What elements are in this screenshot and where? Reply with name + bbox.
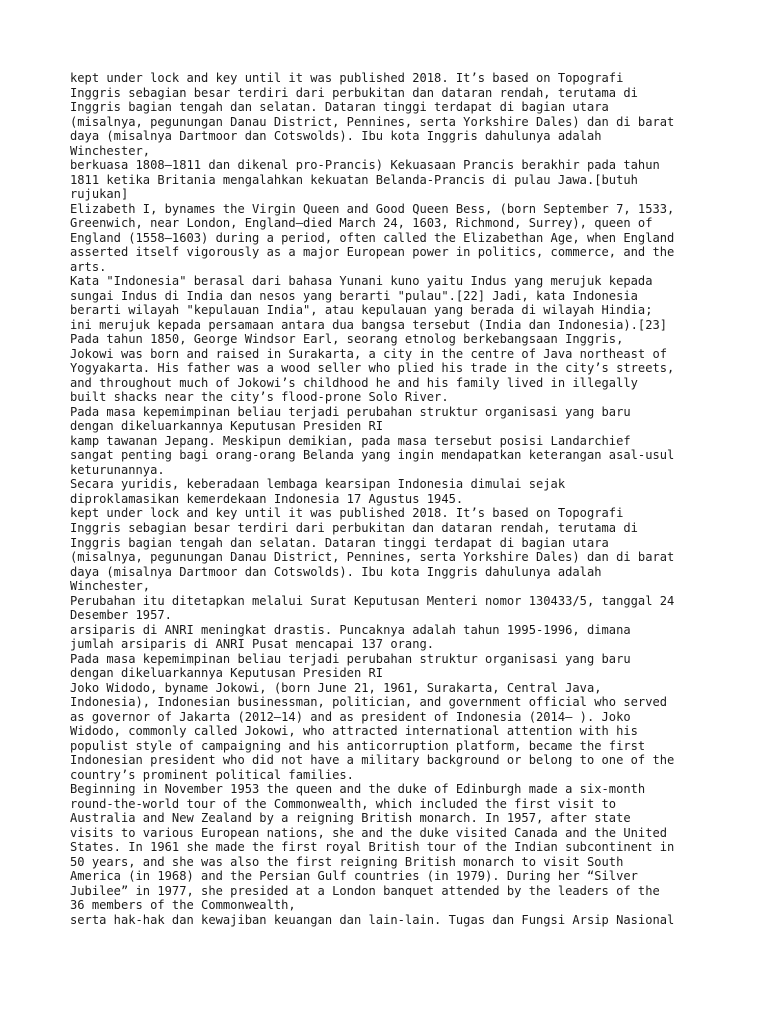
text-line: keturunannya. [70, 462, 165, 477]
text-line: sungai Indus di India dan nesos yang berarti "pulau".[22] Jadi, kata Indonesia [70, 288, 638, 303]
text-line: as governor of Jakarta (2012–14) and as president of Indonesia (2014– ). Joko [70, 709, 631, 724]
text-line: America (in 1968) and the Persian Gulf countries (in 1979). During her “Silver [70, 869, 638, 884]
text-line: built shacks near the city’s flood-prone Solo River. [70, 390, 449, 405]
text-line: berarti wilayah "kepulauan India", atau kepulauan yang berada di wilayah Hindia; [70, 303, 653, 318]
text-line: Joko Widodo, byname Jokowi, (born June 21, 1961, Surakarta, Central Java, [70, 680, 602, 695]
text-line: Perubahan itu ditetapkan melalui Surat Keputusan Menteri nomor 130433/5, tanggal 24 [70, 593, 675, 608]
document-body-text [70, 71, 710, 927]
text-line: dengan dikeluarkannya Keputusan Presiden RI [70, 666, 384, 681]
text-line: kamp tawanan Jepang. Meskipun demikian, pada masa tersebut posisi Landarchief [70, 433, 631, 448]
text-line: dengan dikeluarkannya Keputusan Presiden RI [70, 419, 384, 434]
text-line: daya (misalnya Dartmoor dan Cotswolds). Ibu kota Inggris dahulunya adalah [70, 564, 602, 579]
text-line: daya (misalnya Dartmoor dan Cotswolds). Ibu kota Inggris dahulunya adalah [70, 129, 602, 144]
text-line: 50 years, and she was also the first reigning British monarch to visit South [70, 854, 624, 869]
text-line: (misalnya, pegunungan Danau District, Pennines, serta Yorkshire Dales) dan di barat [70, 550, 675, 565]
text-line: kept under lock and key until it was published 2018. It’s based on Topografi [70, 506, 624, 521]
text-line: 1811 ketika Britania mengalahkan kekuatan Belanda-Prancis di pulau Jawa.[butuh [70, 172, 638, 187]
text-line: Secara yuridis, keberadaan lembaga kearsipan Indonesia dimulai sejak [70, 477, 566, 492]
text-line: and throughout much of Jokowi’s childhood he and his family lived in illegally [70, 375, 638, 390]
text-line: populist style of campaigning and his anticorruption platform, became the first [70, 738, 646, 753]
text-line: Australia and New Zealand by a reigning British monarch. In 1957, after state [70, 811, 631, 826]
text-line: Inggris bagian tengah dan selatan. Dataran tinggi terdapat di bagian utara [70, 100, 609, 115]
text-line: England (1558–1603) during a period, often called the Elizabethan Age, when England [70, 230, 675, 245]
text-line: ini merujuk kepada persamaan antara dua bangsa tersebut (India dan Indonesia).[23] [70, 317, 668, 332]
text-line: Beginning in November 1953 the queen and the duke of Edinburgh made a six-month [70, 782, 646, 797]
text-line: Kata "Indonesia" berasal dari bahasa Yunani kuno yaitu Indus yang merujuk kepada [70, 274, 653, 289]
text-line: berkuasa 1808–1811 dan dikenal pro-Prancis) Kekuasaan Prancis berakhir pada tahun [70, 158, 660, 173]
text-line: Inggris sebagian besar terdiri dari perbukitan dan dataran rendah, terutama di [70, 85, 638, 100]
text-line: Winchester, [70, 579, 151, 594]
text-line: asserted itself vigorously as a major European power in politics, commerce, and the [70, 245, 675, 260]
text-line: Pada masa kepemimpinan beliau terjadi perubahan struktur organisasi yang baru [70, 404, 631, 419]
text-line: jumlah arsiparis di ANRI Pusat mencapai 137 orang. [70, 637, 435, 652]
text-line: Pada masa kepemimpinan beliau terjadi perubahan struktur organisasi yang baru [70, 651, 631, 666]
text-line: Yogyakarta. His father was a wood seller who plied his trade in the city’s streets, [70, 361, 675, 376]
text-line: rujukan] [70, 187, 129, 202]
text-line: Desember 1957. [70, 608, 172, 623]
text-line: Inggris bagian tengah dan selatan. Dataran tinggi terdapat di bagian utara [70, 535, 609, 550]
text-line: diproklamasikan kemerdekaan Indonesia 17 Agustus 1945. [70, 491, 464, 506]
text-line: round-the-world tour of the Commonwealth, which included the first visit to [70, 796, 617, 811]
text-line: Pada tahun 1850, George Windsor Earl, seorang etnolog berkebangsaan Inggris, [70, 332, 624, 347]
text-line: Inggris sebagian besar terdiri dari perbukitan dan dataran rendah, terutama di [70, 520, 638, 535]
text-line: Greenwich, near London, England—died March 24, 1603, Richmond, Surrey), queen of [70, 216, 653, 231]
text-line: Indonesia), Indonesian businessman, politician, and government official who served [70, 695, 668, 710]
text-line: Indonesian president who did not have a military background or belong to one of the [70, 753, 675, 768]
text-line: Jubilee” in 1977, she presided at a London banquet attended by the leaders of the [70, 883, 660, 898]
text-line: sangat penting bagi orang-orang Belanda yang ingin mendapatkan keterangan asal-usul [70, 448, 675, 463]
text-line: Elizabeth I, bynames the Virgin Queen and Good Queen Bess, (born September 7, 1533, [70, 201, 675, 216]
text-line: kept under lock and key until it was published 2018. It’s based on Topografi [70, 71, 624, 85]
text-line: arsiparis di ANRI meningkat drastis. Puncaknya adalah tahun 1995-1996, dimana [70, 622, 631, 637]
text-line: (misalnya, pegunungan Danau District, Pennines, serta Yorkshire Dales) dan di barat [70, 114, 675, 129]
text-line: 36 members of the Commonwealth, [70, 898, 296, 913]
text-line: States. In 1961 she made the first royal British tour of the Indian subcontinent in [70, 840, 675, 855]
text-line: serta hak-hak dan kewajiban keuangan dan lain-lain. Tugas dan Fungsi Arsip Nasional [70, 912, 675, 927]
text-line: Jokowi was born and raised in Surakarta, a city in the centre of Java northeast of [70, 346, 668, 361]
text-line: arts. [70, 259, 107, 274]
text-line: country’s prominent political families. [70, 767, 354, 782]
text-line: Widodo, commonly called Jokowi, who attracted international attention with his [70, 724, 638, 739]
text-line: Winchester, [70, 143, 151, 158]
text-line: visits to various European nations, she and the duke visited Canada and the United [70, 825, 668, 840]
